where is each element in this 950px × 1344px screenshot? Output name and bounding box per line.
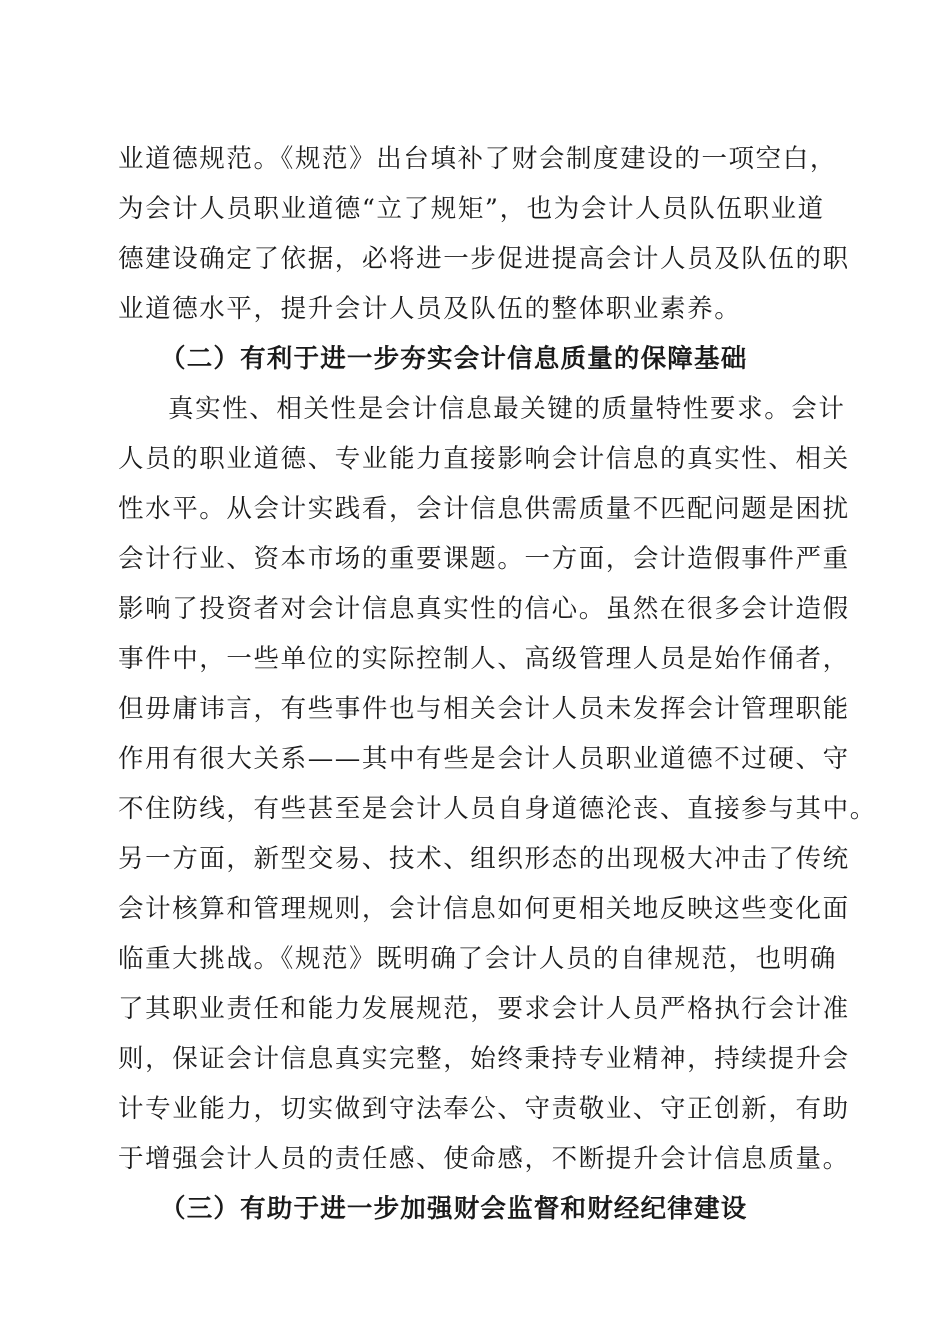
text-line: 业道德规范。《规范》出台填补了财会制度建设的一项空白， xyxy=(118,144,837,174)
text-line: 则，保证会计信息真实完整，始终秉持专业精神，持续提升会 xyxy=(118,1044,850,1074)
text-line: 人员的职业道德、专业能力直接影响会计信息的真实性、相关 xyxy=(118,444,850,474)
text-line: 德建设确定了依据，必将进一步促进提高会计人员及队伍的职 xyxy=(118,244,850,274)
text-line: 计专业能力，切实做到守法奉公、守责敬业、守正创新，有助 xyxy=(118,1094,850,1124)
text-line: 另一方面，新型交易、技术、组织形态的出现极大冲击了传统 xyxy=(118,844,850,874)
text-line: 作用有很大关系——其中有些是会计人员职业道德不过硬、守 xyxy=(118,744,850,774)
section-heading: （二）有利于进一步夯实会计信息质量的保障基础 xyxy=(160,344,748,374)
text-line: 于增强会计人员的责任感、使命感，不断提升会计信息质量。 xyxy=(118,1144,850,1174)
text-line: 事件中，一些单位的实际控制人、高级管理人员是始作俑者， xyxy=(118,644,850,674)
text-line: 会计核算和管理规则，会计信息如何更相关地反映这些变化面 xyxy=(118,894,850,924)
text-line: 为会计人员职业道德“立了规矩”，也为会计人员队伍职业道 xyxy=(118,194,825,224)
text-line: 但毋庸讳言，有些事件也与相关会计人员未发挥会计管理职能 xyxy=(118,694,850,724)
text-line: 不住防线，有些甚至是会计人员自身道德沦丧、直接参与其中。 xyxy=(118,794,877,824)
section-heading: （三）有助于进一步加强财会监督和财经纪律建设 xyxy=(160,1194,748,1224)
text-line: 业道德水平，提升会计人员及队伍的整体职业素养。 xyxy=(118,294,742,324)
text-line: 性水平。从会计实践看，会计信息供需质量不匹配问题是困扰 xyxy=(118,494,850,524)
text-line: 会计行业、资本市场的重要课题。一方面，会计造假事件严重 xyxy=(118,544,850,574)
text-line: 了其职业责任和能力发展规范，要求会计人员严格执行会计准 xyxy=(118,994,850,1024)
text-line: 影响了投资者对会计信息真实性的信心。虽然在很多会计造假 xyxy=(118,594,850,624)
text-line: 临重大挑战。《规范》既明确了会计人员的自律规范，也明确 xyxy=(118,944,837,974)
paragraph-first-line: 真实性、相关性是会计信息最关键的质量特性要求。会计 xyxy=(168,394,846,424)
